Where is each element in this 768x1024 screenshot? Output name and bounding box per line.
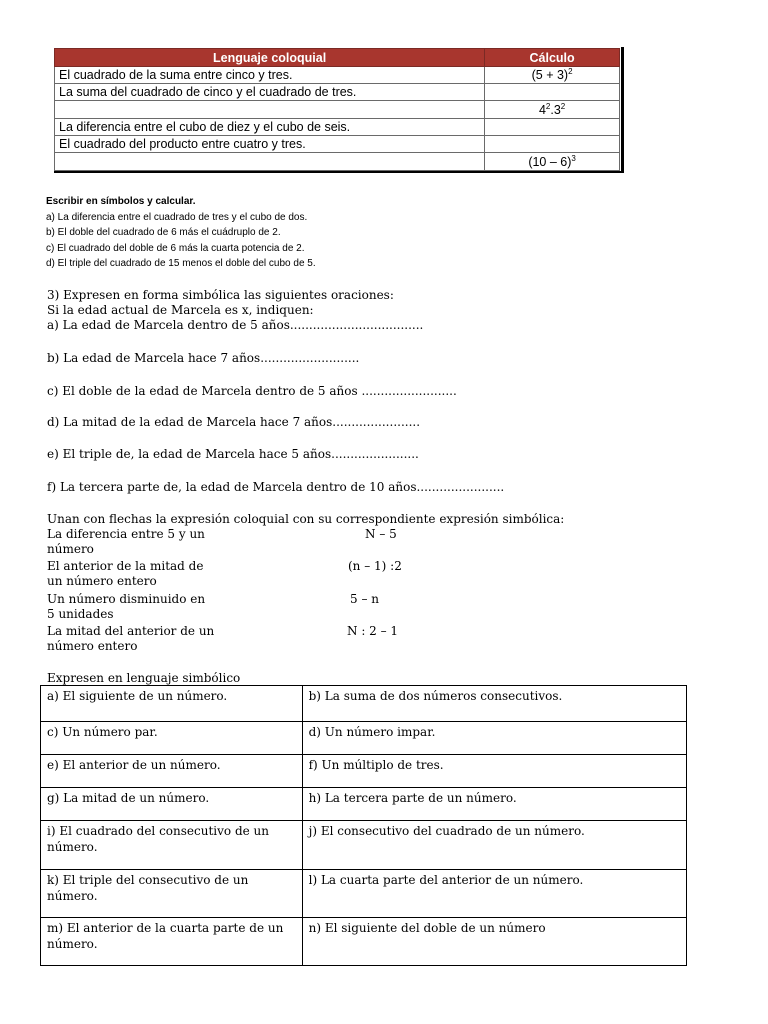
row-text: La diferencia entre el cubo de diez y el cubo de seis. — [55, 119, 485, 136]
table-cell: m) El anterior de la cuarta parte de un número. — [41, 918, 303, 966]
arrow-left-item — [47, 624, 214, 654]
calc-exponent-2: 2 — [560, 101, 566, 111]
table-cell: h) La tercera parte de un número. — [302, 788, 686, 821]
table-cell: k) El triple del consecutivo de un número. — [41, 870, 303, 918]
arrow-left-line: 5 unidades — [47, 607, 114, 621]
calc-expr: (5 + 3) — [531, 68, 569, 83]
table-cell: i) El cuadrado del consecutivo de un número. — [41, 821, 303, 870]
arrow-left-item — [47, 559, 203, 589]
calc-exponent: 3 — [571, 153, 576, 163]
row-text: El cuadrado del producto entre cuatro y tres. — [55, 136, 485, 153]
row-text — [55, 153, 485, 171]
calc-expr: 4 — [538, 103, 546, 118]
arrow-left-line: La mitad del anterior de un — [47, 624, 215, 638]
table-cell: l) La cuarta parte del anterior de un número. — [302, 870, 686, 918]
table-row — [41, 918, 687, 966]
arrow-left-item — [47, 592, 205, 622]
section-3 — [47, 288, 747, 333]
table2-title: Expresen en lenguaje simbólico — [47, 671, 241, 685]
table-row — [55, 101, 620, 119]
arrow-right-item: N – 5 — [365, 527, 397, 541]
arrows-title: Unan con flechas la expresión coloquial con su correspondiente expresión simbólica: — [47, 512, 565, 526]
row-calc — [485, 67, 620, 84]
table-cell: a) El siguiente de un número. — [41, 686, 303, 722]
table-header-row — [55, 49, 620, 67]
section-title: Escribir en símbolos y calcular. — [46, 196, 196, 207]
section-escribir — [46, 194, 316, 272]
table-cell: f) Un múltiplo de tres. — [302, 755, 686, 788]
list-item: a) La diferencia entre el cuadrado de tres y el cubo de dos. — [46, 211, 308, 223]
table-row — [41, 821, 687, 870]
list-item: a) La edad de Marcela dentro de 5 años................................... — [47, 318, 424, 332]
table-row — [41, 755, 687, 788]
arrow-left-line: El anterior de la mitad de — [47, 559, 204, 573]
table-row — [55, 136, 620, 153]
calc-exponent: 2 — [545, 101, 551, 111]
calc-expr-mid: .3 — [550, 103, 561, 118]
row-calc — [485, 84, 620, 101]
table-row — [41, 870, 687, 918]
header-lenguaje-coloquial: Lenguaje coloquial — [55, 49, 485, 67]
arrow-left-line: número — [47, 542, 94, 556]
table-cell: d) Un número impar. — [302, 722, 686, 755]
row-calc — [485, 101, 620, 119]
table-row — [55, 84, 620, 101]
table-cell: j) El consecutivo del cuadrado de un número. — [302, 821, 686, 870]
row-calc — [485, 136, 620, 153]
table-cell: g) La mitad de un número. — [41, 788, 303, 821]
row-text — [55, 101, 485, 119]
calc-expr: (10 – 6) — [528, 155, 572, 170]
list-item: c) El cuadrado del doble de 6 más la cuarta potencia de 2. — [46, 242, 305, 254]
arrow-right-item: 5 – n — [350, 592, 379, 606]
table-row — [41, 788, 687, 821]
table-row — [55, 119, 620, 136]
table-row — [41, 686, 687, 722]
section-3-subtitle: Si la edad actual de Marcela es x, indiquen: — [47, 303, 314, 317]
arrow-left-line: número entero — [47, 639, 138, 653]
list-item: e) El triple de, la edad de Marcela hace 5 años....................... — [47, 447, 419, 461]
table-row — [41, 722, 687, 755]
arrow-right-item: N : 2 – 1 — [347, 624, 399, 638]
section-3-title: 3) Expresen en forma simbólica las siguientes oraciones: — [47, 288, 394, 302]
arrow-left-line: La diferencia entre 5 y un — [47, 527, 205, 541]
table-cell: e) El anterior de un número. — [41, 755, 303, 788]
row-calc — [485, 153, 620, 171]
calc-exponent: 2 — [568, 67, 573, 77]
list-item: d) La mitad de la edad de Marcela hace 7 años....................... — [47, 415, 421, 429]
table-row — [55, 153, 620, 171]
arrow-right-item: (n – 1) :2 — [348, 559, 402, 573]
coloquial-calculo-table — [54, 48, 620, 171]
table-cell: n) El siguiente del doble de un número — [302, 918, 686, 966]
list-item: c) El doble de la edad de Marcela dentro de 5 años ......................... — [47, 384, 457, 398]
simbolico-table — [40, 685, 687, 966]
arrow-left-line: Un número disminuido en — [47, 592, 206, 606]
table-row — [55, 67, 620, 84]
row-calc — [485, 119, 620, 136]
list-item: b) La edad de Marcela hace 7 años.......................... — [47, 351, 360, 365]
row-text: La suma del cuadrado de cinco y el cuadrado de tres. — [55, 84, 485, 101]
arrow-left-line: un número entero — [47, 574, 157, 588]
header-calculo: Cálculo — [485, 49, 620, 67]
arrow-left-item — [47, 527, 205, 557]
row-text: El cuadrado de la suma entre cinco y tres. — [55, 67, 485, 84]
list-item: f) La tercera parte de, la edad de Marcela dentro de 10 años....................... — [47, 480, 505, 494]
table-cell: b) La suma de dos números consecutivos. — [302, 686, 686, 722]
table-cell: c) Un número par. — [41, 722, 303, 755]
list-item: b) El doble del cuadrado de 6 más el cuádruplo de 2. — [46, 227, 281, 238]
list-item: d) El triple del cuadrado de 15 menos el doble del cubo de 5. — [46, 258, 316, 269]
